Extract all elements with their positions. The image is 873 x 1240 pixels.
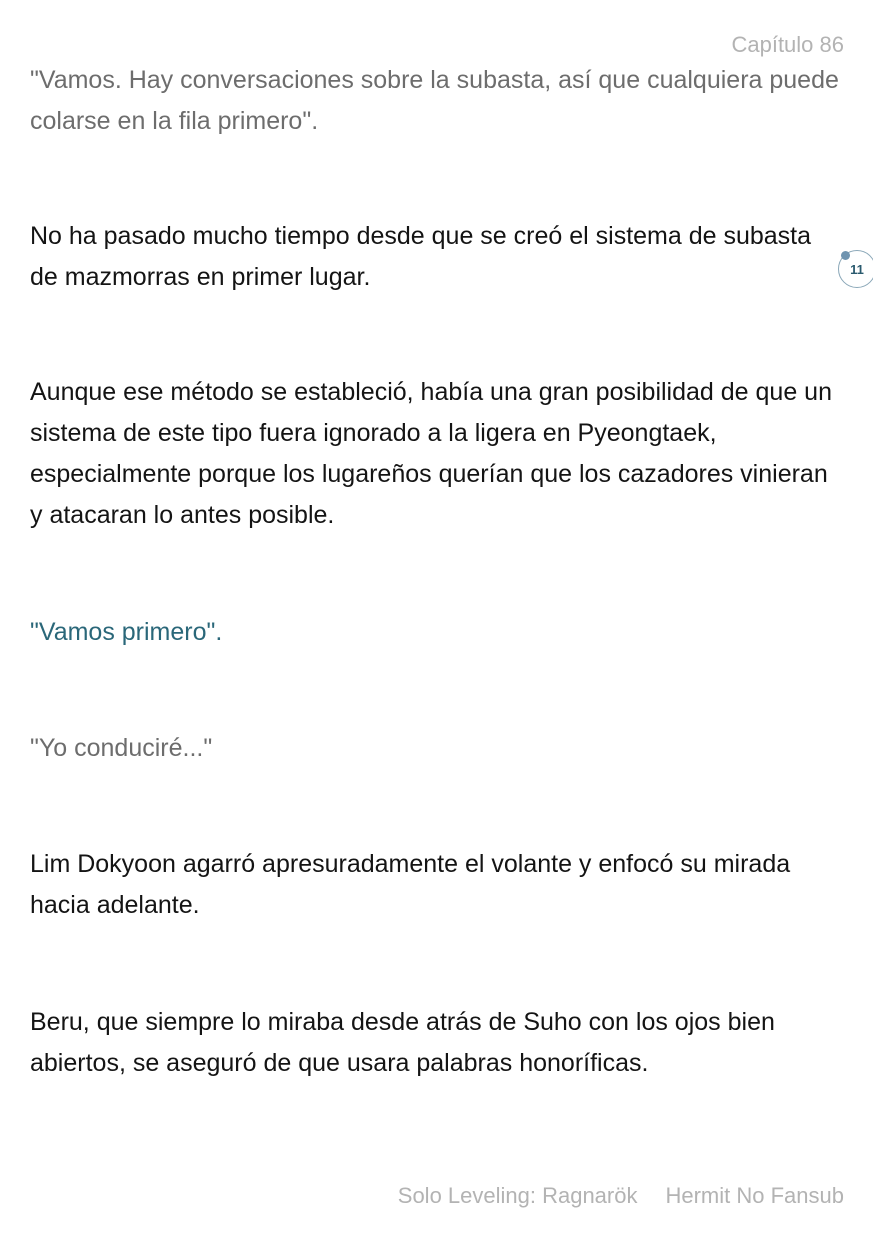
bookmark-dot-icon	[841, 251, 850, 260]
page-number-badge[interactable]	[838, 250, 873, 288]
translator-credit: Hermit No Fansub	[665, 1183, 844, 1208]
paragraph-dialogue-highlight: "Vamos primero".	[30, 618, 223, 646]
paragraph-narration: Beru, que siempre lo miraba desde atrás de Suho con los ojos bien abiertos, se aseguró de que usara palabras honoríficas.	[30, 1008, 775, 1077]
page-number: 11	[850, 261, 864, 277]
book-title: Solo Leveling: Ragnarök	[397, 1183, 638, 1208]
paragraph-narration: No ha pasado mucho tiempo desde que se creó el sistema de subasta de mazmorras en primer lugar.	[30, 222, 812, 291]
paragraph-narration: Aunque ese método se estableció, había una gran posibilidad de que un sistema de este tipo fuera ignorado a la ligera en Pyeongtaek, especialmente porque los lugareños querían que los cazadores vinieran y atacaran lo antes posible.	[30, 378, 832, 529]
paragraph-dialogue: "Yo conduciré..."	[30, 734, 213, 762]
footer	[398, 1182, 844, 1210]
paragraph-dialogue: "Vamos. Hay conversaciones sobre la subasta, así que cualquiera puede colarse en la fila primero".	[30, 66, 839, 135]
chapter-label: Capítulo 86	[731, 32, 844, 57]
paragraph-narration: Lim Dokyoon agarró apresuradamente el volante y enfocó su mirada hacia adelante.	[30, 850, 791, 919]
